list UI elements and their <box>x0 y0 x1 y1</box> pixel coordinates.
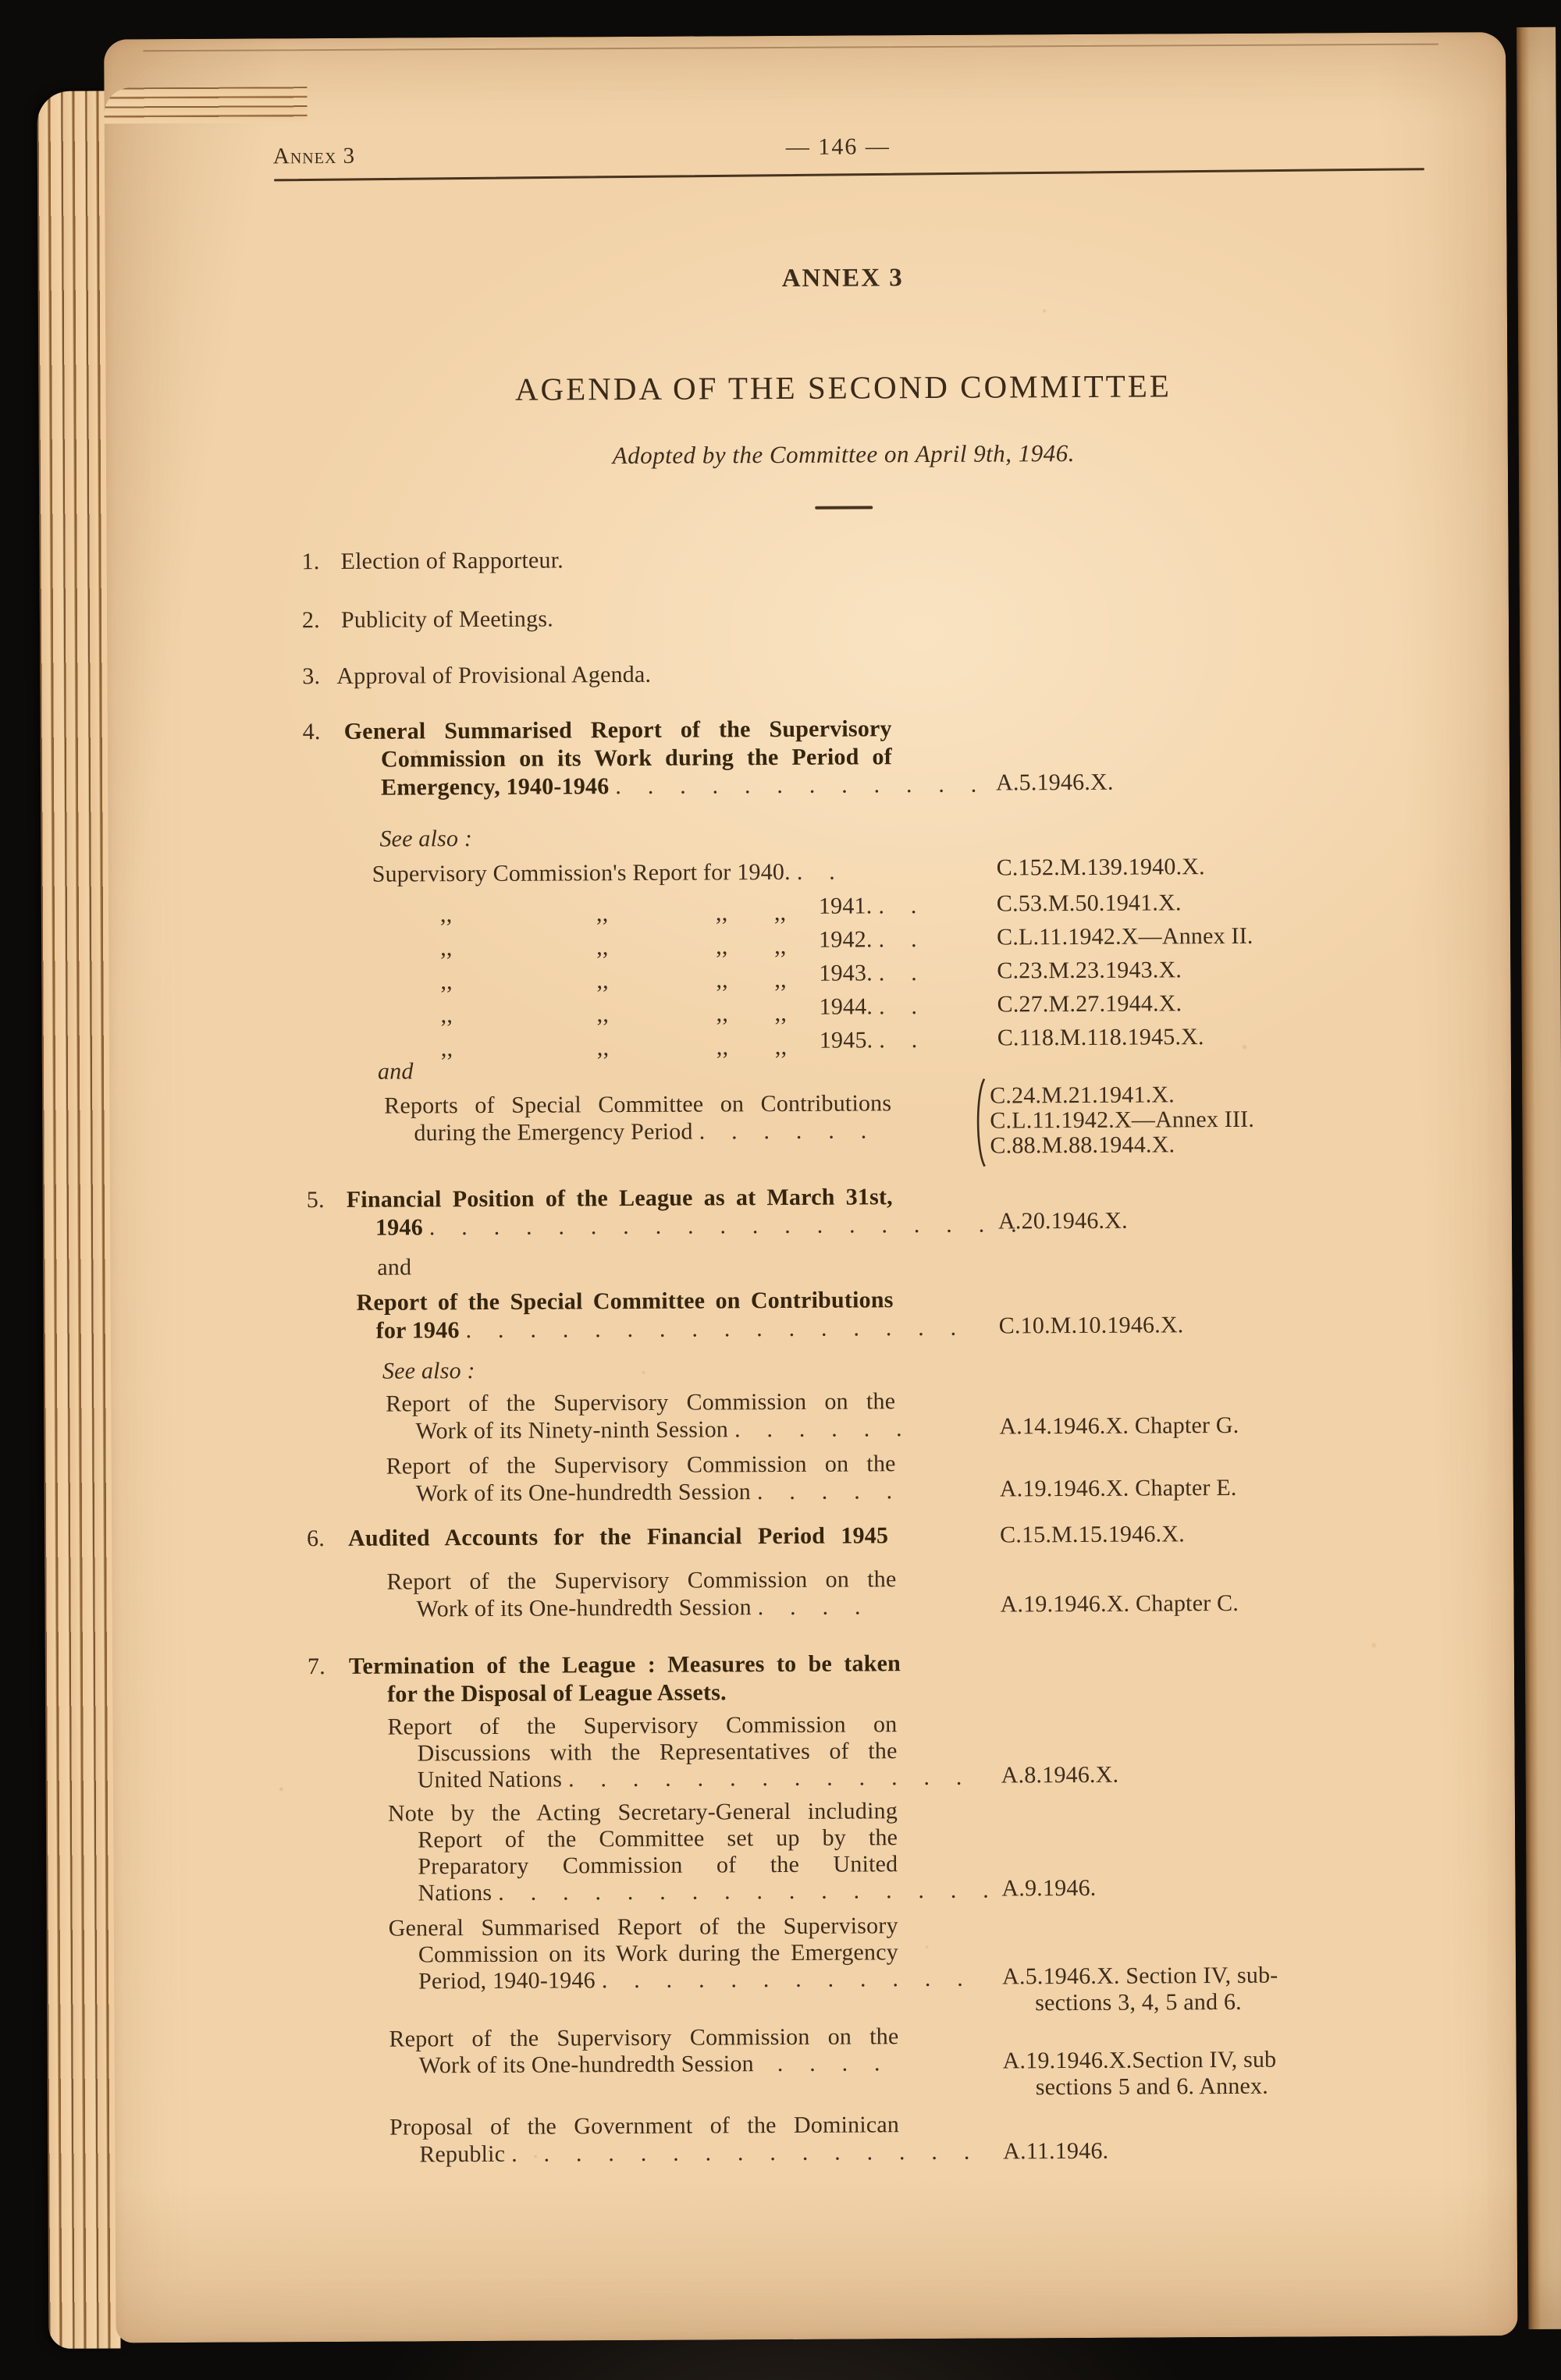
ditto-mark: ,, <box>715 900 728 926</box>
ditto-year-row <box>819 926 917 954</box>
ditto-ref: C.118.M.118.1945.X. <box>997 1024 1204 1051</box>
special-contributions-line1: Report of the Special Committee on Contributions <box>356 1287 894 1316</box>
secretary-general-note-line3: Preparatory Commission of the United <box>418 1851 898 1880</box>
ditto-mark: ,, <box>439 901 453 928</box>
un-discussions-line3 <box>418 1764 962 1794</box>
ditto-year: 1945. <box>819 1027 873 1053</box>
special-contributions-ref: C.10.M.10.1946.X. <box>998 1312 1184 1339</box>
brace-ref-2: C.L.11.1942.X—Annex III. <box>990 1106 1255 1134</box>
leader-dots: . . . . . . . . . . . . . <box>567 1764 962 1792</box>
title-divider <box>815 506 873 509</box>
item-3-text: Approval of Provisional Agenda. <box>336 661 652 689</box>
item-5-doc-ref: A.20.1946.X. <box>997 1207 1128 1234</box>
item-6-doc-ref: C.15.M.15.1946.X. <box>1000 1521 1185 1548</box>
special-contributions-line2 <box>376 1315 957 1345</box>
running-header: Annex 3 <box>272 143 356 169</box>
un-discussions-ref: A.8.1946.X. <box>1001 1761 1119 1789</box>
ditto-mark: ,, <box>596 1001 610 1028</box>
leader-dots: . . . . <box>757 1593 861 1621</box>
leader-dots: . . <box>878 926 917 953</box>
ditto-ref: C.27.M.27.1944.X. <box>997 990 1182 1018</box>
item-3-number: 3. <box>302 663 321 690</box>
special-committee-line1: Reports of Special Committee on Contributions <box>384 1090 892 1119</box>
item-5-title-line2-text: 1946 <box>375 1214 423 1241</box>
ninety-ninth-line2-text: Work of its Ninety-ninth Session <box>415 1416 729 1444</box>
one-hundredth-e-line1: Report of the Supervisory Commission on the <box>386 1451 896 1480</box>
item-5-number: 5. <box>306 1187 325 1213</box>
ditto-mark: ,, <box>596 968 609 994</box>
and-word-1: and <box>377 1058 414 1085</box>
ditto-mark: ,, <box>774 932 787 960</box>
un-discussions-line2: Discussions with the Representatives of the <box>417 1738 898 1767</box>
ditto-mark: ,, <box>774 966 787 993</box>
report-1940-row <box>372 859 835 888</box>
leader-dots: . . <box>879 1027 918 1053</box>
item-6-number: 6. <box>307 1526 325 1552</box>
dominican-proposal-line2-text: Republic <box>419 2140 506 2168</box>
item-1-text: Election of Rapporteur. <box>340 547 564 574</box>
special-committee-line2 <box>414 1117 866 1146</box>
ditto-year: 1943. <box>819 960 873 986</box>
one-hundredth-e-line2-text: Work of its One-hundredth Session <box>415 1479 752 1507</box>
ditto-mark: ,, <box>773 899 787 926</box>
one-hundredth-iv-ref-line1: A.19.1946.X.Section IV, sub <box>1002 2046 1277 2074</box>
report-1940-ref: C.152.M.139.1940.X. <box>996 854 1205 881</box>
ditto-ref: C.23.M.23.1943.X. <box>997 957 1182 984</box>
leader-dots: . . . . . . <box>699 1117 867 1145</box>
leader-dots: . . . . . <box>756 1478 893 1505</box>
ditto-mark: ,, <box>716 967 728 993</box>
ditto-year-row <box>819 993 917 1021</box>
leader-dots: . . <box>878 893 917 919</box>
ditto-ref: C.53.M.50.1941.X. <box>996 890 1182 917</box>
leader-dots: . . . . <box>777 2050 880 2077</box>
one-hundredth-iv-line1: Report of the Supervisory Commission on the <box>389 2023 899 2052</box>
leader-dots: . . <box>796 858 835 885</box>
one-hundredth-c-line2-text: Work of its One-hundredth Session <box>416 1594 752 1622</box>
ninety-ninth-line2 <box>415 1416 902 1444</box>
ditto-mark: ,, <box>440 968 453 995</box>
ditto-mark: ,, <box>440 1002 453 1028</box>
general-summarised-line2: Commission on its Work during the Emergency <box>418 1939 899 1968</box>
brace-ref-3: C.88.M.88.1944.X. <box>990 1131 1175 1159</box>
secretary-general-note-line2: Report of the Committee set up by the <box>418 1824 898 1853</box>
general-summarised-line3 <box>418 1966 963 1995</box>
ditto-ref: C.L.11.1942.X—Annex II. <box>997 922 1253 950</box>
one-hundredth-c-line2 <box>417 1593 861 1622</box>
one-hundredth-iv-ref-line2: sections 5 and 6. Annex. <box>1035 2073 1268 2101</box>
ditto-year-row <box>820 1027 918 1054</box>
see-also-label-1: See also : <box>379 826 473 852</box>
leader-dots: . . . . . . . . . . . . <box>601 1965 964 1994</box>
page-corner-edges <box>104 87 307 123</box>
report-1940-text: Supervisory Commission's Report for 1940. <box>372 858 791 887</box>
ditto-year-row <box>819 893 917 920</box>
secretary-general-note-line1: Note by the Acting Secretary-General including <box>387 1798 898 1827</box>
and-word-2: and <box>377 1254 412 1281</box>
one-hundredth-iv-line2 <box>419 2050 880 2079</box>
special-contributions-line2-text: for 1946 <box>375 1317 460 1344</box>
ditto-year-row <box>819 960 917 987</box>
ditto-mark: ,, <box>716 1034 729 1060</box>
secretary-general-note-line4 <box>418 1877 989 1907</box>
item-4-title-line2: Commission on its Work during the Period of <box>380 744 892 773</box>
one-hundredth-e-ref: A.19.1946.X. Chapter E. <box>999 1474 1237 1502</box>
leader-dots: . . . . . . <box>734 1416 902 1443</box>
general-summarised-line3-text: Period, 1940-1946 <box>418 1967 596 1995</box>
one-hundredth-e-line2 <box>416 1478 893 1507</box>
dominican-proposal-line2 <box>419 2139 969 2169</box>
secretary-general-note-ref: A.9.1946. <box>1001 1874 1097 1902</box>
item-2-number: 2. <box>301 607 320 634</box>
ditto-mark: ,, <box>596 900 609 927</box>
item-4-title-line3 <box>381 772 977 801</box>
item-6-title: Audited Accounts for the Financial Period 1945 <box>348 1522 889 1551</box>
secretary-general-note-line4-text: Nations <box>418 1879 492 1906</box>
ditto-mark: ,, <box>596 1035 610 1061</box>
item-7-number: 7. <box>307 1654 325 1680</box>
one-hundredth-iv-line2-text: Work of its One-hundredth Session <box>418 2051 754 2079</box>
page-number: — 146 — <box>785 133 891 160</box>
ditto-mark: ,, <box>440 935 453 961</box>
ninety-ninth-ref: A.14.1946.X. Chapter G. <box>999 1412 1239 1440</box>
un-discussions-line3-text: United Nations <box>417 1766 563 1793</box>
ditto-mark: ,, <box>596 934 609 961</box>
leader-dots: . . . . . . . . . . . . . . . . <box>498 1877 990 1906</box>
ditto-mark: ,, <box>716 1000 729 1027</box>
annex-title: ANNEX 3 <box>781 264 904 293</box>
ditto-mark: ,, <box>774 1000 788 1027</box>
page-title: AGENDA OF THE SECOND COMMITTEE <box>514 368 1172 407</box>
un-discussions-line1: Report of the Supervisory Commission on <box>387 1711 898 1740</box>
leader-dots: . . . . . . . . . . . . . . . <box>511 2138 970 2167</box>
leader-dots: . . . . . . . . . . . . . . . . <box>465 1314 957 1344</box>
item-7-title-line2: for the Disposal of League Assets. <box>387 1679 727 1707</box>
leader-dots: . . . . . . . . . . . . . . . . . . . <box>428 1211 1017 1241</box>
one-hundredth-c-line1: Report of the Supervisory Commission on the <box>386 1566 897 1595</box>
item-4-number: 4. <box>302 719 321 745</box>
general-summarised-ref-line1: A.5.1946.X. Section IV, sub- <box>1001 1962 1278 1990</box>
item-2-text: Publicity of Meetings. <box>340 606 553 633</box>
leader-dots: . . <box>878 993 918 1020</box>
item-7-title-line1: Termination of the League : Measures to be taken <box>348 1650 901 1679</box>
dominican-proposal-line1: Proposal of the Government of the Dominican <box>389 2112 900 2140</box>
item-4-doc-ref: A.5.1946.X. <box>995 769 1114 796</box>
adoption-note: Adopted by the Committee on April 9th, 1946. <box>612 439 1076 470</box>
leader-dots: . . . . . . . . . . . . <box>615 771 977 800</box>
one-hundredth-c-ref: A.19.1946.X. Chapter C. <box>1000 1590 1239 1618</box>
leader-dots: . . <box>878 960 918 986</box>
item-1-number: 1. <box>301 549 320 575</box>
dominican-proposal-ref: A.11.1946. <box>1003 2137 1109 2165</box>
ditto-year: 1941. <box>818 893 873 919</box>
item-5-title-line2 <box>375 1211 1017 1241</box>
ditto-mark: ,, <box>440 1035 453 1062</box>
special-committee-line2-text: during the Emergency Period <box>414 1118 693 1146</box>
item-4-title-line1: General Summarised Report of the Supervisory <box>343 716 892 744</box>
general-summarised-line1: General Summarised Report of the Supervisory <box>388 1913 898 1941</box>
ninety-ninth-line1: Report of the Supervisory Commission on the <box>386 1388 896 1417</box>
item-4-title-line3-text: Emergency, 1940-1946 <box>381 773 610 801</box>
ditto-year: 1944. <box>819 993 873 1020</box>
brace-ref-1: C.24.M.21.1941.X. <box>990 1082 1175 1109</box>
general-summarised-ref-line2: sections 3, 4, 5 and 6. <box>1035 1988 1242 2016</box>
ditto-year: 1942. <box>819 926 873 953</box>
see-also-label-2: See also : <box>382 1358 475 1384</box>
ditto-mark: ,, <box>716 933 728 960</box>
item-5-title-line1: Financial Position of the League as at March 31st, <box>346 1184 893 1213</box>
next-page-sliver <box>1517 27 1561 2329</box>
ditto-mark: ,, <box>774 1033 788 1060</box>
reference-brace <box>973 1078 989 1168</box>
